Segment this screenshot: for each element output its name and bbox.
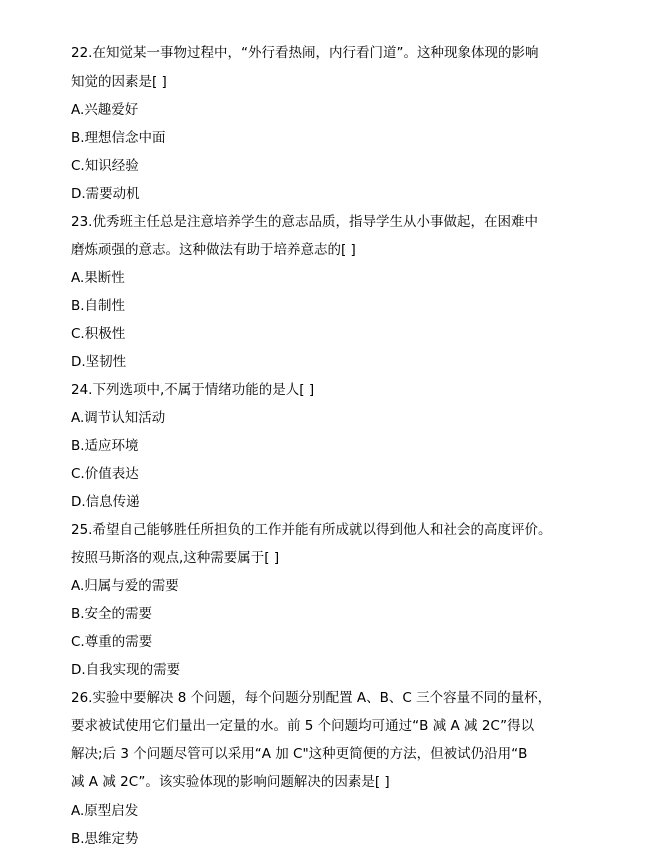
question-25-stem-line-1: 25.希望自己能够胜任所担负的工作并能有所成就以得到他人和社会的高度评价。	[71, 522, 552, 538]
question-23-stem-line-2: 磨炼顽强的意志。这种做法有助于培养意志的[ ]	[71, 242, 356, 258]
question-23-option-a: A.果断性	[71, 270, 125, 286]
question-24-option-c: C.价值表达	[71, 466, 139, 482]
question-24-option-b: B.适应环境	[71, 438, 139, 454]
question-26-stem-line-1: 26.实验中要解决 8 个问题，每个问题分别配置 A、B、C 三个容量不同的量杯，	[71, 690, 552, 706]
question-25-option-b: B.安全的需要	[71, 606, 153, 622]
question-25-option-a: A.归属与爱的需要	[71, 578, 179, 594]
question-25-stem-line-2: 按照马斯洛的观点,这种需要属于[ ]	[71, 550, 280, 566]
question-26-stem-line-2: 要求被试使用它们量出一定量的水。前 5 个问题均可通过“B 减 A 减 2C”得以	[71, 718, 535, 734]
question-24-option-a: A.调节认知活动	[71, 410, 166, 426]
question-22-stem-line-1: 22.在知觉某一事物过程中，“外行看热闹，内行看门道”。这种现象体现的影响	[71, 45, 539, 61]
question-22-option-d: D.需要动机	[71, 186, 140, 202]
question-22-option-b: B.理想信念中面	[71, 130, 166, 146]
question-22-option-a: A.兴趣爱好	[71, 102, 139, 118]
question-23-option-b: B.自制性	[71, 298, 126, 314]
question-25-option-c: C.尊重的需要	[71, 634, 153, 650]
question-23-stem-line-1: 23.优秀班主任总是注意培养学生的意志品质，指导学生从小事做起，在困难中	[71, 214, 538, 230]
question-22-option-c: C.知识经验	[71, 158, 139, 174]
question-26-option-a: A.原型启发	[71, 803, 139, 819]
question-22-stem-line-2: 知觉的因素是[ ]	[71, 74, 167, 90]
question-26-stem-line-4: 减 A 减 2C”。该实验体现的影响问题解决的因素是[ ]	[71, 774, 390, 790]
question-23-option-c: C.积极性	[71, 326, 126, 342]
question-26-stem-line-3: 解决;后 3 个问题尽管可以采用“A 加 C"这种更简便的方法，但被试仍沿用“B	[71, 746, 528, 762]
question-25-option-d: D.自我实现的需要	[71, 662, 181, 678]
question-23-option-d: D.坚韧性	[71, 354, 127, 370]
question-24-stem-line-1: 24.下列选项中,不属于情绪功能的是人[ ]	[71, 382, 315, 398]
question-24-option-d: D.信息传递	[71, 494, 140, 510]
question-26-option-b: B.思维定势	[71, 831, 139, 847]
